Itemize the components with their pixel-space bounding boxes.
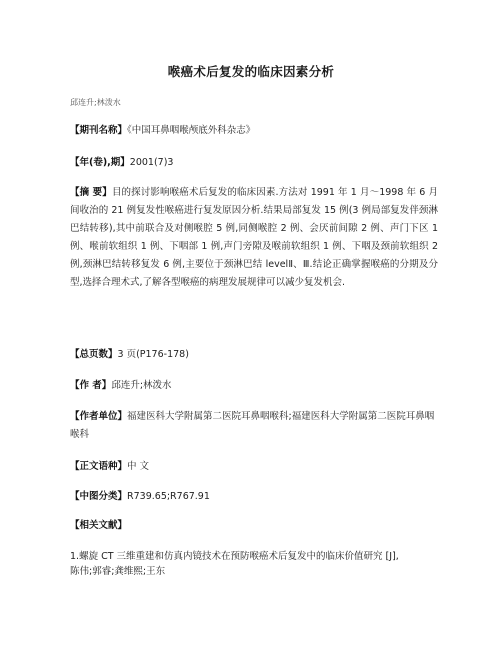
authors-line: 邱连升;林泼水: [70, 98, 121, 107]
pages-field: [70, 346, 438, 364]
reference-item: [70, 549, 438, 579]
language-field: [70, 458, 438, 476]
related-label: 【相关文献】: [70, 520, 128, 531]
classification-field: [70, 488, 438, 506]
journal-value: 《中国耳鼻咽喉颅底外科杂志》: [127, 125, 256, 136]
affiliation-label: 【作者单位】: [70, 411, 128, 422]
affiliation-field: [70, 408, 438, 444]
pages-label: 【总页数】: [70, 349, 118, 360]
classification-value: R739.65;R767.91: [127, 491, 210, 502]
pages-value: 3 页(P176-178): [117, 349, 189, 360]
year-volume-value: 2001(7)3: [129, 157, 174, 168]
reference-authors-line: 陈伟;郭睿;龚维熙;王东: [70, 566, 166, 577]
reference-title-line: 1.螺旋 CT 三维重建和仿真内镜技术在预防喉癌术后复发中的临床价值研究 [J],: [70, 551, 399, 562]
related-literature-heading: [70, 517, 438, 535]
page-title: 喉癌术后复发的临床因素分析: [167, 64, 335, 79]
classification-label: 【中图分类】: [70, 491, 128, 502]
author-label: 【作 者】: [70, 380, 112, 391]
author-field: [70, 377, 438, 395]
year-volume-label: 【年(卷),期】: [70, 157, 130, 168]
abstract-field: [70, 184, 438, 292]
journal-label: 【期刊名称】: [70, 125, 128, 136]
journal-field: [70, 122, 438, 140]
language-value: 中 文: [127, 461, 150, 472]
abstract-label: 【摘 要】: [70, 187, 112, 198]
author-value: 邱连升;林泼水: [111, 380, 172, 391]
year-volume-field: [70, 154, 438, 172]
affiliation-value: 福建医科大学附属第二医院耳鼻咽喉科;福建医科大学附属第二医院耳鼻咽喉科: [70, 411, 435, 440]
language-label: 【正文语种】: [70, 461, 128, 472]
abstract-value: 目的探讨影响喉癌术后复发的临床因素.方法对 1991 年 1 月～1998 年 6 月间收治的 21 例复发性喉癌进行复发原因分析.结果局部复发 15 例(3 例局部复发伴颈淋巴结转移),其中前联合及对侧喉腔 5 例,同侧喉腔 2 例、会厌前间隙 2 例、声门下区 1 例、喉前软组织 1 例、下咽部 1 例,声门旁隙及喉前软组织 1 例、下咽及颈前软组织 2 例,颈淋巴结转移复发 6 例,主要位于颈淋巴结 levelⅡ、Ⅲ.结论正确掌握喉癌的分期及分型,选择合理术式,了解各型喉癌的病理发展规律可以减少复发机会.: [70, 187, 438, 288]
